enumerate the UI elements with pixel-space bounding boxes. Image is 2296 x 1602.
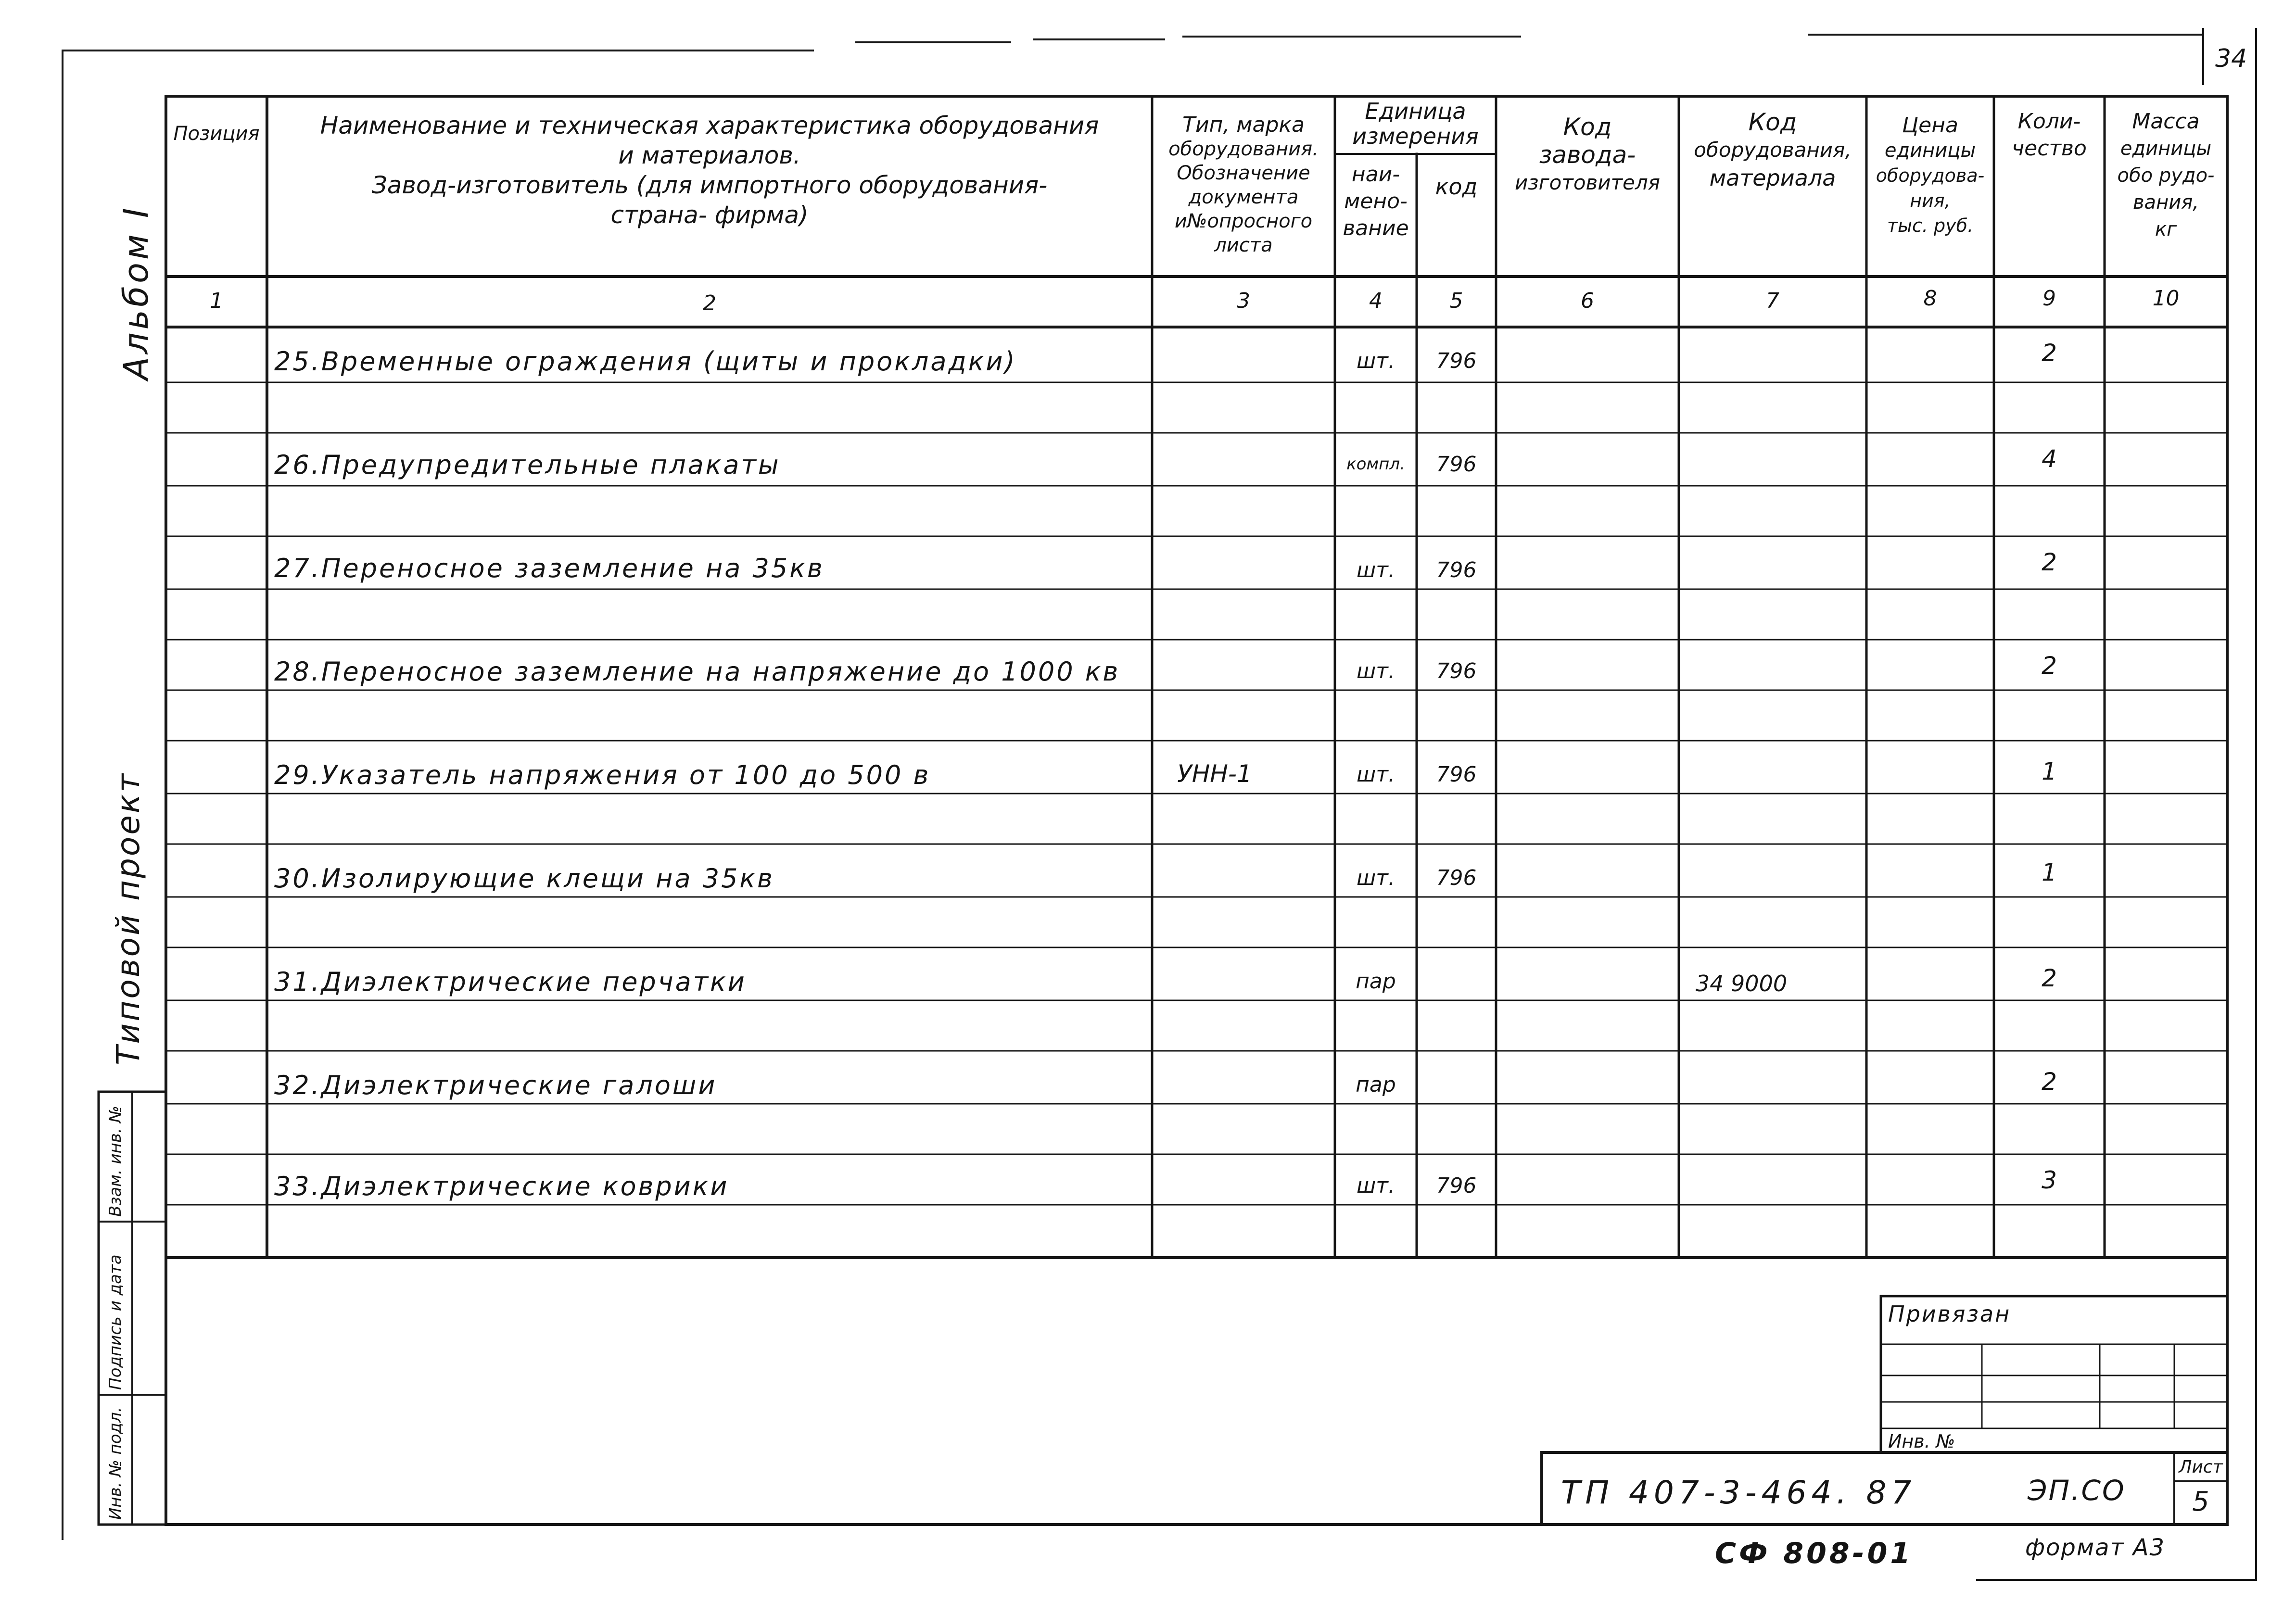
row-33-name: 33.Диэлектрические коврики — [274, 1171, 729, 1201]
row-26-unit-code: 796 — [1436, 452, 1477, 477]
row-28-unit: шт. — [1357, 659, 1395, 683]
header-mass-line-5: кг — [2155, 218, 2177, 240]
header-equip-line-1: Код — [1748, 108, 1797, 136]
row-29-unit: шт. — [1357, 762, 1395, 787]
row-25-qty: 2 — [2042, 339, 2057, 367]
header-mass-line-2: единицы — [2120, 138, 2212, 160]
column-number-2: 2 — [703, 291, 716, 315]
row-31-unit: пар — [1356, 969, 1396, 994]
row-28-name: 28.Переносное заземление на напряжение до 1000 кв — [274, 656, 1120, 687]
stamp-field-signature-date: Подпись и дата — [106, 1254, 125, 1390]
row-30-name: 30.Изолирующие клещи на 35кв — [274, 863, 774, 894]
row-28-qty: 2 — [2042, 652, 2057, 680]
header-name-line-1: Наименование и техническая характеристика оборудования — [320, 112, 1099, 139]
header-unit-name-line-3: вание — [1343, 216, 1409, 240]
column-number-5: 5 — [1449, 289, 1463, 313]
stamp-field-vzam-inv: Взам. инв. № — [106, 1106, 125, 1217]
row-26-qty: 4 — [2042, 445, 2057, 473]
header-type-line-5: и№опросного — [1174, 210, 1313, 232]
header-price-line-4: ния, — [1910, 190, 1951, 211]
row-26-unit: компл. — [1346, 454, 1405, 474]
row-27-unit-code: 796 — [1436, 558, 1477, 582]
row-32-name: 32.Диэлектрические галоши — [274, 1070, 717, 1100]
header-mass-block — [2107, 108, 2225, 243]
header-unit-code: код — [1435, 174, 1478, 200]
header-unit-name-line-2: мено- — [1344, 189, 1408, 214]
inv-number-label: Инв. № — [1888, 1431, 1955, 1452]
header-mass-line-3: обо рудо- — [2117, 164, 2215, 187]
header-type-block — [1154, 113, 1332, 257]
header-qty-line-2: чество — [2012, 136, 2087, 161]
header-equip-line-3: материала — [1709, 165, 1836, 191]
row-32-qty: 2 — [2042, 1068, 2057, 1096]
header-unit-line-1: Единица — [1365, 98, 1466, 124]
project-type-label: Типовой проект — [110, 771, 147, 1065]
row-33-qty: 3 — [2042, 1166, 2057, 1194]
sheet-number: 5 — [2192, 1486, 2209, 1517]
stamp-field-inv-podl: Инв. № подл. — [106, 1407, 125, 1520]
header-type-line-3: Обозначение — [1177, 162, 1310, 184]
header-unit-name-block — [1337, 161, 1414, 242]
header-price-line-2: единицы — [1884, 139, 1976, 162]
row-30-qty: 1 — [2042, 858, 2057, 886]
bound-label: Привязан — [1888, 1301, 2011, 1327]
header-type-line-6: листа — [1214, 234, 1273, 256]
header-unit-line-2: измерения — [1352, 123, 1479, 149]
header-factory-line-1: Код — [1563, 113, 1612, 141]
header-factory-line-2: завода- — [1539, 141, 1636, 169]
row-30-unit-code: 796 — [1436, 866, 1477, 890]
column-number-7: 7 — [1766, 289, 1779, 313]
header-mass-line-1: Масса — [2132, 109, 2200, 134]
footer-stamp-code: СФ 808-01 — [1715, 1537, 1914, 1570]
header-type-line-2: оборудования. — [1168, 138, 1319, 160]
column-number-6: 6 — [1581, 289, 1594, 313]
document-code: ТП 407-3-464. 87 — [1561, 1474, 1916, 1511]
column-number-1: 1 — [210, 289, 223, 313]
header-name-block — [272, 111, 1147, 230]
row-27-qty: 2 — [2042, 548, 2057, 576]
header-type-line-4: документа — [1188, 186, 1299, 208]
row-29-qty: 1 — [2042, 757, 2057, 785]
header-position: Позиция — [173, 123, 260, 145]
album-label: Альбом I — [116, 205, 156, 380]
header-unit-group — [1337, 99, 1494, 149]
header-equip-line-2: оборудования, — [1694, 138, 1852, 162]
row-31-qty: 2 — [2042, 964, 2057, 992]
row-25-unit-code: 796 — [1436, 349, 1477, 373]
row-27-name: 27.Переносное заземление на 35кв — [274, 553, 825, 583]
header-equipment-code-block — [1681, 108, 1864, 192]
header-price-line-1: Цена — [1902, 113, 1958, 138]
row-31-name: 31.Диэлектрические перчатки — [274, 967, 747, 997]
column-number-3: 3 — [1237, 289, 1250, 313]
sheet-label: Лист — [2179, 1457, 2223, 1477]
row-28-unit-code: 796 — [1436, 659, 1477, 683]
header-mass-line-4: вания, — [2132, 191, 2199, 214]
column-number-10: 10 — [2152, 286, 2180, 311]
header-unit-name-line-1: наи- — [1351, 162, 1400, 187]
header-price-line-5: тыс. руб. — [1887, 215, 1974, 236]
row-26-name: 26.Предупредительные плакаты — [274, 450, 781, 480]
footer-format: формат А3 — [2025, 1534, 2166, 1561]
column-number-9: 9 — [2042, 286, 2056, 311]
header-name-line-2: и материалов. — [618, 141, 801, 169]
sheet-code: ЭП.СО — [2028, 1474, 2126, 1507]
row-30-unit: шт. — [1357, 866, 1395, 890]
row-31-equip-code: 34 9000 — [1695, 971, 1788, 997]
column-number-4: 4 — [1369, 289, 1383, 313]
header-qty-block — [1996, 108, 2102, 162]
header-price-block — [1869, 113, 1992, 238]
row-32-unit: пар — [1356, 1072, 1396, 1097]
row-33-unit: шт. — [1357, 1173, 1395, 1198]
header-factory-line-3: изготовителя — [1514, 171, 1661, 194]
row-25-name: 25.Временные ограждения (щиты и прокладки) — [274, 346, 1017, 377]
header-price-line-3: оборудова- — [1876, 165, 1985, 186]
row-33-unit-code: 796 — [1436, 1173, 1477, 1198]
header-type-line-1: Тип, марка — [1182, 113, 1305, 137]
row-29-name: 29.Указатель напряжения от 100 до 500 в — [274, 760, 931, 790]
header-factory-code-block — [1498, 113, 1676, 197]
corner-page-number: 34 — [2215, 44, 2247, 73]
row-29-type: УНН-1 — [1177, 760, 1252, 788]
row-27-unit: шт. — [1357, 558, 1395, 582]
column-number-8: 8 — [1923, 286, 1937, 311]
header-name-line-4: страна- фирма) — [610, 201, 809, 229]
row-25-unit: шт. — [1357, 349, 1395, 373]
header-name-line-3: Завод-изготовитель (для импортного оборудования- — [371, 171, 1048, 199]
header-qty-line-1: Коли- — [2017, 109, 2081, 134]
row-29-unit-code: 796 — [1436, 762, 1477, 787]
